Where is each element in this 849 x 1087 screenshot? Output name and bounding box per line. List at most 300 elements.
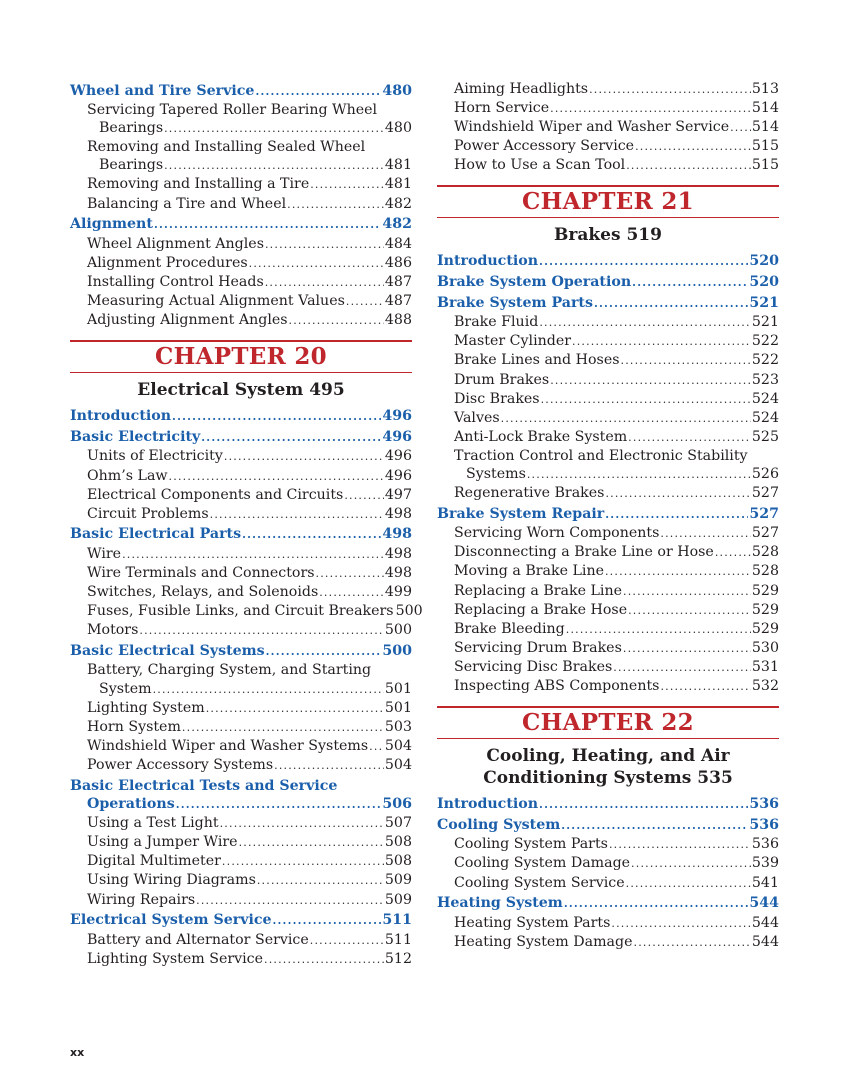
dot-leader	[344, 487, 384, 505]
dot-leader	[222, 853, 384, 871]
dot-leader	[220, 815, 384, 833]
toc-entry-link[interactable]	[437, 118, 779, 137]
toc-entry-title: Windshield Wiper and Washer Service	[454, 119, 730, 136]
dot-leader	[566, 621, 751, 639]
dot-leader	[122, 546, 384, 564]
toc-row	[87, 602, 423, 621]
toc-section-link[interactable]	[70, 407, 412, 426]
toc-page-number: 521	[751, 314, 779, 331]
toc-entry-title: Cooling System	[437, 816, 561, 833]
toc-page-number: 511	[384, 931, 412, 948]
toc-page-number: 496	[384, 467, 412, 484]
dot-leader	[139, 622, 384, 640]
toc-page-number: 501	[384, 680, 412, 697]
toc-row	[454, 933, 779, 952]
toc-page-number: 539	[751, 855, 779, 872]
toc-page-number: 481	[384, 157, 412, 174]
toc-section-link[interactable]	[437, 252, 779, 271]
toc-page-number: 496	[382, 428, 412, 445]
dot-leader	[611, 915, 751, 933]
toc-entry-title: Heating System	[437, 895, 563, 912]
toc-row	[454, 332, 779, 351]
dot-leader	[626, 157, 751, 175]
toc-entry-title: Digital Multimeter	[87, 853, 221, 870]
toc-row	[87, 718, 412, 737]
toc-entry-title: Motors	[87, 622, 139, 639]
chapter-title: Cooling, Heating, and Air	[486, 746, 730, 767]
toc-entry-link[interactable]	[437, 137, 779, 156]
toc-row	[70, 82, 412, 101]
toc-row	[87, 119, 412, 138]
dot-leader	[623, 640, 751, 658]
toc-entry-link[interactable]	[70, 931, 412, 950]
chapter-rule-bottom	[437, 217, 779, 219]
toc-page-number: 512	[384, 950, 412, 967]
dot-leader	[539, 796, 748, 814]
dot-leader	[153, 681, 384, 699]
toc-row	[70, 407, 412, 426]
toc-section-link[interactable]	[70, 215, 412, 234]
toc-page-number: 500	[384, 622, 412, 639]
toc-entry-title: Cooling System Service	[454, 874, 625, 891]
toc-row	[87, 235, 412, 254]
toc-page-number: 525	[751, 428, 779, 445]
toc-entry-link[interactable]	[70, 871, 412, 890]
toc-row	[454, 409, 779, 428]
toc-entry-title: Power Accessory Systems	[87, 756, 274, 773]
chapter-rule-bottom	[70, 372, 412, 374]
toc-section-link[interactable]	[70, 525, 412, 544]
toc-entry-link[interactable]	[437, 371, 779, 390]
toc-row	[454, 620, 779, 639]
toc-page-number: 482	[384, 195, 412, 212]
toc-row	[70, 525, 412, 544]
toc-page-number: 528	[751, 563, 779, 580]
toc-entry-link[interactable]	[70, 292, 412, 311]
toc-page-number: 500	[382, 642, 412, 659]
toc-row	[454, 118, 779, 137]
toc-section-link[interactable]	[70, 642, 412, 661]
dot-leader	[201, 429, 381, 447]
dot-leader	[623, 583, 751, 601]
toc-entry-title: Brake System Repair	[437, 505, 605, 522]
toc-page-number: 521	[749, 294, 779, 311]
toc-page-number: 536	[749, 796, 779, 813]
toc-entry-title: Heating System Damage	[454, 933, 633, 950]
dot-leader	[572, 333, 751, 351]
toc-entry-link[interactable]	[70, 467, 412, 486]
toc-entry-link[interactable]	[437, 428, 779, 447]
dot-leader	[613, 659, 751, 677]
toc-entry-link[interactable]	[437, 854, 779, 873]
toc-entry-link[interactable]	[437, 639, 779, 658]
toc-row	[454, 854, 779, 873]
toc-entry-title: Basic Electrical Systems	[70, 642, 265, 659]
toc-entry-title: Removing and Installing a Tire	[87, 176, 310, 193]
toc-entry-link[interactable]	[70, 602, 423, 621]
toc-page-number: 515	[751, 138, 779, 155]
toc-row	[437, 252, 779, 271]
toc-entry-title: Wiring Repairs	[87, 891, 196, 908]
toc-entry-title: Introduction	[437, 796, 539, 813]
dot-leader	[182, 719, 384, 737]
dot-leader	[289, 312, 384, 330]
toc-entry-title: Drum Brakes	[454, 371, 550, 388]
dot-leader	[539, 253, 748, 271]
toc-row	[87, 156, 412, 175]
toc-entry-title: Aiming Headlights	[454, 81, 589, 97]
toc-page-number: 500	[395, 603, 423, 620]
toc-row	[87, 583, 412, 602]
toc-entry-title: Power Accessory Service	[454, 138, 635, 155]
toc-page-number: 513	[751, 81, 779, 97]
toc-page-number: 504	[384, 756, 412, 773]
dot-leader	[310, 176, 384, 194]
toc-entry-title: Heating System Parts	[454, 914, 611, 931]
toc-entry-title: Battery and Alternator Service	[87, 931, 309, 948]
toc-page-number: 498	[382, 526, 412, 543]
chapter-heading	[437, 185, 779, 246]
toc-page-number: 532	[751, 678, 779, 695]
toc-entry-link[interactable]	[70, 195, 412, 214]
toc-page-number: 536	[749, 816, 779, 833]
dot-leader	[249, 255, 384, 273]
toc-entry-title: Brake Lines and Hoses	[454, 352, 620, 369]
toc-row	[87, 486, 412, 505]
toc-entry-link[interactable]	[70, 545, 412, 564]
dot-leader	[527, 466, 751, 484]
dot-leader	[319, 584, 384, 602]
toc-entry-title: How to Use a Scan Tool	[454, 157, 626, 174]
toc-entry-title: Cooling System Damage	[454, 855, 631, 872]
toc-entry-link[interactable]	[70, 583, 412, 602]
toc-entry-title: Servicing Drum Brakes	[454, 639, 622, 656]
toc-entry-title: Electrical Components and Circuits	[87, 486, 344, 503]
toc-entry-title: Disc Brakes	[454, 390, 540, 407]
toc-section-link[interactable]	[70, 777, 412, 814]
toc-page-number: 508	[384, 853, 412, 870]
toc-page-number: 544	[751, 914, 779, 931]
toc-entry-title: Windshield Wiper and Washer Systems	[87, 737, 369, 754]
toc-entry-title: Servicing Tapered Roller Bearing Wheel	[87, 102, 378, 119]
toc-row	[454, 582, 779, 601]
toc-entry-link[interactable]	[437, 390, 779, 409]
toc-entry-title: System	[99, 680, 152, 697]
toc-entry-link[interactable]	[70, 621, 412, 640]
toc-section-link[interactable]	[70, 428, 412, 447]
dot-leader	[164, 120, 384, 138]
toc-entry-title: Brake System Parts	[437, 294, 593, 311]
toc-section-link[interactable]	[437, 294, 779, 313]
toc-entry-title: Basic Electrical Tests and Service	[70, 777, 338, 794]
dot-leader	[561, 817, 748, 835]
toc-section-link[interactable]	[70, 82, 412, 101]
toc-entry-link[interactable]	[437, 156, 779, 175]
toc-entry-link[interactable]	[70, 447, 412, 466]
chapter-title: Electrical System 495	[137, 380, 345, 401]
toc-row	[437, 294, 779, 313]
toc-entry-link[interactable]	[437, 447, 779, 484]
toc-row	[454, 99, 779, 118]
toc-row	[454, 874, 779, 893]
toc-entry-link[interactable]	[437, 601, 779, 620]
toc-page-number: 486	[384, 254, 412, 271]
toc-page-number: 481	[384, 176, 412, 193]
toc-page-number: 523	[751, 371, 779, 388]
toc-entry-link[interactable]	[437, 582, 779, 601]
toc-row	[87, 292, 412, 311]
toc-row	[437, 273, 779, 292]
toc-page-number: 496	[382, 408, 412, 425]
toc-entry-title: Wheel and Tire Service	[70, 82, 255, 99]
toc-column-right	[437, 80, 779, 952]
toc-row	[454, 601, 779, 620]
toc-page-number: 501	[384, 699, 412, 716]
toc-entry-link[interactable]	[437, 914, 779, 933]
dot-leader	[628, 602, 751, 620]
toc-entry-title: Replacing a Brake Line	[454, 582, 622, 599]
toc-entry-title: Systems	[466, 466, 526, 482]
toc-page-number: 498	[384, 564, 412, 581]
toc-entry-link[interactable]	[437, 835, 779, 854]
toc-entry-link[interactable]	[437, 351, 779, 370]
toc-row	[454, 428, 779, 447]
dot-leader	[564, 895, 749, 913]
toc-row	[87, 175, 412, 194]
toc-entry-title: Introduction	[437, 253, 539, 270]
toc-entry-link[interactable]	[437, 332, 779, 351]
dot-leader	[609, 836, 751, 854]
dot-leader	[172, 408, 381, 426]
toc-row	[87, 756, 412, 775]
toc-entry-link[interactable]	[437, 677, 779, 696]
toc-page-number: 529	[751, 582, 779, 599]
toc-entry-link[interactable]	[70, 756, 412, 775]
toc-entry-link[interactable]	[70, 718, 412, 737]
toc-page-number: 522	[751, 352, 779, 369]
toc-entry-link[interactable]	[70, 737, 412, 756]
toc-entry-title: Using a Jumper Wire	[87, 834, 238, 851]
toc-entry-title: Removing and Installing Sealed Wheel	[87, 139, 366, 156]
toc-entry-title: Replacing a Brake Hose	[454, 601, 628, 618]
toc-entry-title: Measuring Actual Alignment Values	[87, 293, 345, 310]
toc-row	[454, 835, 779, 854]
toc-page-number: 488	[384, 312, 412, 329]
toc-entry-link[interactable]	[437, 99, 779, 118]
toc-entry-link[interactable]	[70, 814, 412, 833]
dot-leader	[265, 236, 384, 254]
toc-entry-title: Brake Fluid	[454, 314, 539, 331]
chapter-title-line2: Conditioning Systems 535	[483, 768, 733, 789]
dot-leader	[605, 563, 751, 581]
toc-entry-link[interactable]	[437, 658, 779, 677]
dot-leader	[550, 100, 751, 118]
toc-entry-link[interactable]	[437, 543, 779, 562]
toc-entry-link[interactable]	[437, 620, 779, 639]
dot-leader	[266, 643, 382, 661]
toc-page-number: 527	[751, 525, 779, 542]
dot-leader	[169, 468, 384, 486]
toc-entry-title: Traction Control and Electronic Stability	[454, 447, 748, 464]
toc-page-number: 508	[384, 834, 412, 851]
toc-section-link[interactable]	[437, 273, 779, 292]
toc-entry-title: Master Cylinder	[454, 333, 571, 350]
toc-page-number: 487	[384, 293, 412, 310]
toc-row	[87, 814, 412, 833]
toc-entry-link[interactable]	[437, 874, 779, 893]
toc-entry-title: Valves	[454, 409, 500, 426]
dot-leader	[287, 196, 384, 214]
toc-column-left	[70, 80, 423, 969]
toc-page-number: 514	[751, 119, 779, 136]
toc-entry-title: Battery, Charging System, and Starting	[87, 662, 372, 679]
toc-entry-title: Switches, Relays, and Solenoids	[87, 584, 319, 601]
toc-entry-link[interactable]	[70, 254, 412, 273]
toc-row	[454, 914, 779, 933]
chapter-label: CHAPTER 21	[522, 187, 694, 215]
toc-row	[87, 891, 412, 910]
toc-row	[454, 524, 779, 543]
toc-row	[454, 543, 779, 562]
chapter-label: CHAPTER 20	[155, 342, 327, 370]
toc-page-number: 487	[384, 273, 412, 290]
toc-row	[70, 911, 412, 930]
toc-entry-link[interactable]	[70, 661, 412, 698]
toc-entry-link[interactable]	[70, 505, 412, 524]
toc-row	[454, 658, 779, 677]
toc-row	[454, 677, 779, 696]
chapter-heading	[437, 706, 779, 789]
toc-entry-link[interactable]	[70, 311, 412, 330]
toc-entry-link[interactable]	[70, 273, 412, 292]
toc-row	[437, 505, 779, 524]
dot-leader	[224, 448, 384, 466]
toc-section-link[interactable]	[437, 505, 779, 524]
toc-page-number: 504	[384, 737, 412, 754]
dot-leader	[196, 892, 384, 910]
toc-entry-link[interactable]	[70, 101, 412, 138]
toc-entry-link[interactable]	[70, 564, 412, 583]
toc-entry-link[interactable]	[437, 409, 779, 428]
toc-row	[454, 137, 779, 156]
dot-leader	[239, 834, 384, 852]
toc-page-number: 511	[382, 912, 412, 929]
toc-entry-title: Horn Service	[454, 100, 550, 117]
toc-entry-link[interactable]	[437, 562, 779, 581]
toc-row	[87, 273, 412, 292]
toc-page-number: 480	[384, 120, 412, 137]
toc-page-number: 514	[751, 100, 779, 117]
toc-row	[87, 833, 412, 852]
toc-entry-link[interactable]	[437, 524, 779, 543]
toc-page-number: 524	[751, 390, 779, 407]
dot-leader	[715, 544, 751, 562]
toc-entry-title: Basic Electrical Parts	[70, 526, 242, 543]
toc-entry-link[interactable]	[70, 235, 412, 254]
toc-entry-title: Using Wiring Diagrams	[87, 872, 256, 889]
dot-leader	[346, 293, 384, 311]
toc-row	[87, 447, 412, 466]
toc-page-number: 503	[384, 718, 412, 735]
dot-leader	[550, 372, 751, 390]
toc-entry-title: Lighting System	[87, 699, 205, 716]
toc-section-link[interactable]	[437, 795, 779, 814]
toc-entry-title: Fuses, Fusible Links, and Circuit Breakers	[87, 603, 394, 620]
toc-row	[87, 931, 412, 950]
dot-leader	[635, 138, 751, 156]
toc-entry-link[interactable]	[70, 175, 412, 194]
toc-entry-title: Horn System	[87, 718, 181, 735]
toc-entry-link[interactable]	[70, 699, 412, 718]
toc-entry-title: Wire Terminals and Connectors	[87, 564, 315, 581]
toc-entry-title: Disconnecting a Brake Line or Hose	[454, 544, 714, 561]
chapter-title: Brakes 519	[554, 225, 662, 246]
dot-leader	[539, 314, 751, 332]
toc-row	[87, 680, 412, 699]
toc-entry-link[interactable]	[437, 80, 779, 99]
toc-entry-title: Balancing a Tire and Wheel	[87, 195, 287, 212]
toc-entry-link[interactable]	[70, 486, 412, 505]
toc-entry-link[interactable]	[70, 852, 412, 871]
toc-row	[437, 894, 779, 913]
dot-leader	[501, 410, 751, 428]
toc-entry-link[interactable]	[437, 313, 779, 332]
toc-row	[454, 313, 779, 332]
dot-leader	[605, 506, 748, 524]
toc-page-number: 531	[751, 658, 779, 675]
toc-entry-link[interactable]	[70, 138, 412, 175]
toc-entry-title: Circuit Problems	[87, 505, 209, 522]
toc-page-number: 527	[749, 505, 779, 522]
toc-section-link[interactable]	[70, 911, 412, 930]
toc-page-number: 482	[382, 216, 412, 233]
toc-row	[454, 390, 779, 409]
toc-page-number: 506	[382, 795, 412, 812]
toc-entry-title: Bearings	[99, 157, 164, 174]
toc-entry-title: Electrical System Service	[70, 912, 272, 929]
toc-entry-title: Units of Electricity	[87, 448, 223, 465]
page-number: xx	[70, 1046, 85, 1059]
toc-page-number: 528	[751, 544, 779, 561]
toc-entry-link[interactable]	[70, 891, 412, 910]
dot-leader	[541, 391, 751, 409]
toc-row	[454, 465, 779, 484]
toc-entry-title: Moving a Brake Line	[454, 563, 604, 580]
toc-entry-title: Ohm’s Law	[87, 467, 168, 484]
toc-row	[70, 215, 412, 234]
dot-leader	[621, 352, 751, 370]
toc-entry-title: Brake System Operation	[437, 274, 632, 291]
toc-page-number: 499	[384, 584, 412, 601]
toc-entry-link[interactable]	[437, 933, 779, 952]
toc-entry-link[interactable]	[437, 484, 779, 503]
toc-section-link[interactable]	[437, 894, 779, 913]
toc-row	[454, 639, 779, 658]
toc-row	[87, 621, 412, 640]
toc-entry-link[interactable]	[70, 833, 412, 852]
dot-leader	[660, 678, 750, 696]
toc-section-link[interactable]	[437, 816, 779, 835]
dot-leader	[628, 429, 751, 447]
dot-leader	[154, 216, 381, 234]
toc-entry-title: Inspecting ABS Components	[454, 678, 660, 695]
toc-entry-title: Servicing Disc Brakes	[454, 658, 613, 675]
toc-page-number: 544	[751, 933, 779, 950]
toc-entry-link[interactable]	[70, 950, 412, 969]
dot-leader	[265, 274, 384, 292]
toc-row	[70, 642, 412, 661]
toc-entry-title: Anti-Lock Brake System	[454, 428, 628, 445]
